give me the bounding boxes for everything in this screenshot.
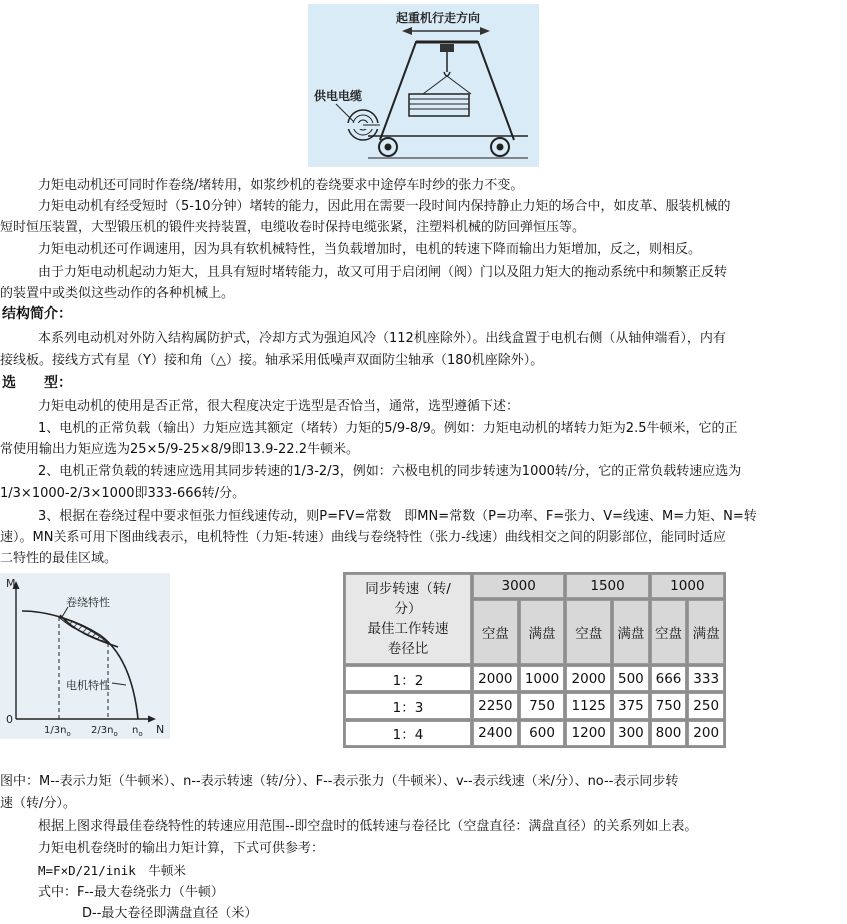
table-row <box>345 693 724 718</box>
table-cell-ratio: 1：4 <box>345 721 471 746</box>
table-cell: 800 <box>651 721 687 746</box>
table-cell: 1000 <box>520 666 565 691</box>
table-subheader: 满盘 <box>520 600 565 664</box>
table-header-speed: 1000 <box>651 574 724 598</box>
table-cell: 666 <box>651 666 687 691</box>
table-subheader: 满盘 <box>613 600 649 664</box>
paragraph-stall-2: 短时恒压装置，大型锻压机的锻件夹持装置，电缆收卷时保持电缆张紧，注塑料机械的防回弹恒压等。 <box>0 220 586 235</box>
winding-label: 卷绕特性 <box>66 596 110 609</box>
tick-label-sync: $n_o$ <box>132 725 143 738</box>
table-cell: 300 <box>613 721 649 746</box>
cable-label: 供电电缆 <box>314 89 363 103</box>
table-cell: 2250 <box>473 693 518 718</box>
origin-label: 0 <box>6 713 13 726</box>
table-cell: 200 <box>688 721 724 746</box>
table-row <box>345 721 724 746</box>
load-block <box>409 94 469 116</box>
structure-heading: 结构简介： <box>2 306 72 322</box>
table-subheader: 空盘 <box>566 600 611 664</box>
paragraph-start-1: 由于力矩电动机起动力矩大，且具有短时堵转能力，故又可用于启闭闸（阀）门以及阻力矩大的拖动系统中和频繁正反转 <box>38 265 728 280</box>
selection-item-1b: 常使用输出力矩应选为25×5/9-25×8/9即13.9-22.2牛顿米。 <box>0 442 359 457</box>
formula-where-1: 式中：F--最大卷绕张力（牛顿） <box>38 885 224 900</box>
axis-m-label: M <box>6 577 16 590</box>
paragraph-stall-1: 力矩电动机有经受短时（5-10分钟）堵转的能力，因此用在需要一段时间内保持静止力矩的场合中，如皮革、服装机械的 <box>38 199 731 214</box>
speed-selection-table <box>343 572 726 748</box>
legend-line-1: 图中：M--表示力矩（牛顿米）、n--表示转速（转/分）、F--表示张力（牛顿米）、v--表示线速（米/分）、no--表示同步转 <box>0 774 679 789</box>
motor-label: 电机特性 <box>66 679 110 692</box>
selection-item-3b: 速）。MN关系可用下图曲线表示，电机特性（力矩-转速）曲线与卷绕特性（张力-线速）曲线相交之间的阴影部位，能同时适应 <box>0 530 726 545</box>
table-cell: 333 <box>688 666 724 691</box>
table-cell: 1200 <box>566 721 611 746</box>
range-note: 根据上图求得最佳卷绕特性的转速应用范围--即空盘时的低转速与卷径比（空盘直径：满盘直径）的关系列如上表。 <box>38 819 698 834</box>
paragraph-winding: 力矩电动机还可同时作卷绕/堵转用，如浆纱机的卷绕要求中途停车时纱的张力不变。 <box>38 178 524 193</box>
table-row <box>345 574 724 598</box>
selection-item-1a: 1、电机的正常负载（输出）力矩应选其额定（堵转）力矩的5/9-8/9。例如：力矩电动机的堵转力矩为2.5牛顿米，它的正 <box>38 421 738 436</box>
table-cell: 2000 <box>473 666 518 691</box>
selection-item-3a: 3、根据在卷绕过程中要求恒张力恒线速传动，则P=FV=常数 即MN=常数（P=功率、F=张力、V=线速、M=力矩、N=转 <box>38 509 757 524</box>
calc-note: 力矩电机卷绕时的输出力矩计算，下式可供参考： <box>38 841 325 856</box>
selection-heading: 选 型： <box>2 375 72 391</box>
selection-item-2a: 2、电机正常负载的转速应选用其同步转速的1/3-2/3，例如：六极电机的同步转速为1000转/分，它的正常负载转速应选为 <box>38 464 742 479</box>
legend-line-2: 速（转/分）。 <box>0 796 76 811</box>
table-cell: 750 <box>651 693 687 718</box>
table-subheader: 空盘 <box>473 600 518 664</box>
formula: M=F×D/21/inik 牛顿米 <box>38 863 186 878</box>
table-cell-ratio: 1：3 <box>345 693 471 718</box>
table-subheader: 空盘 <box>651 600 687 664</box>
tick-label-third: $1/3n_o$ <box>44 725 71 738</box>
direction-label: 起重机行走方向 <box>396 11 481 25</box>
formula-where-2: D--最大卷径即满盘直径（米） <box>82 906 258 921</box>
axis-n-label: N <box>156 723 165 736</box>
table-subheader: 满盘 <box>688 600 724 664</box>
wheel-left <box>379 138 397 156</box>
table-cell: 2000 <box>566 666 611 691</box>
paragraph-speed: 力矩电动机还可作调速用，因为具有软机械特性，当负载增加时，电机的转速下降而输出力矩增加，反之，则相反。 <box>38 242 702 257</box>
table-cell: 600 <box>520 721 565 746</box>
selection-item-2b: 1/3×1000-2/3×1000即333-666转/分。 <box>0 486 246 501</box>
structure-line-2: 接线板。接线方式有星（Y）接和角（△）接。轴承采用低噪声双面防尘轴承（180机座除外）。 <box>0 353 544 368</box>
selection-intro: 力矩电动机的使用是否正常，很大程度决定于选型是否恰当，通常，选型遵循下述： <box>38 399 520 414</box>
table-header-label: 同步转速（转/ 分） 最佳工作转速 卷径比 <box>345 574 471 664</box>
table-cell: 375 <box>613 693 649 718</box>
paragraph-start-2: 的装置中或类似这些动作的各种机械上。 <box>0 286 235 301</box>
table-cell: 1125 <box>566 693 611 718</box>
tick-label-two-thirds: $2/3n_o$ <box>91 725 118 738</box>
table-header-speed: 3000 <box>473 574 564 598</box>
table-cell-ratio: 1：2 <box>345 666 471 691</box>
table-row <box>345 666 724 691</box>
table-cell: 500 <box>613 666 649 691</box>
table-header-speed: 1500 <box>566 574 648 598</box>
table-cell: 750 <box>520 693 565 718</box>
table-cell: 250 <box>688 693 724 718</box>
crane-diagram <box>308 4 539 167</box>
structure-line-1: 本系列电动机对外防入结构属防护式，冷却方式为强迫风冷（112机座除外）。出线盒置于电机右侧（从轴伸端看），内有 <box>38 331 726 346</box>
selection-item-3c: 二特性的最佳区域。 <box>0 551 118 566</box>
table-cell: 2400 <box>473 721 518 746</box>
wheel-right <box>491 138 509 156</box>
mn-curve-diagram <box>0 573 170 739</box>
